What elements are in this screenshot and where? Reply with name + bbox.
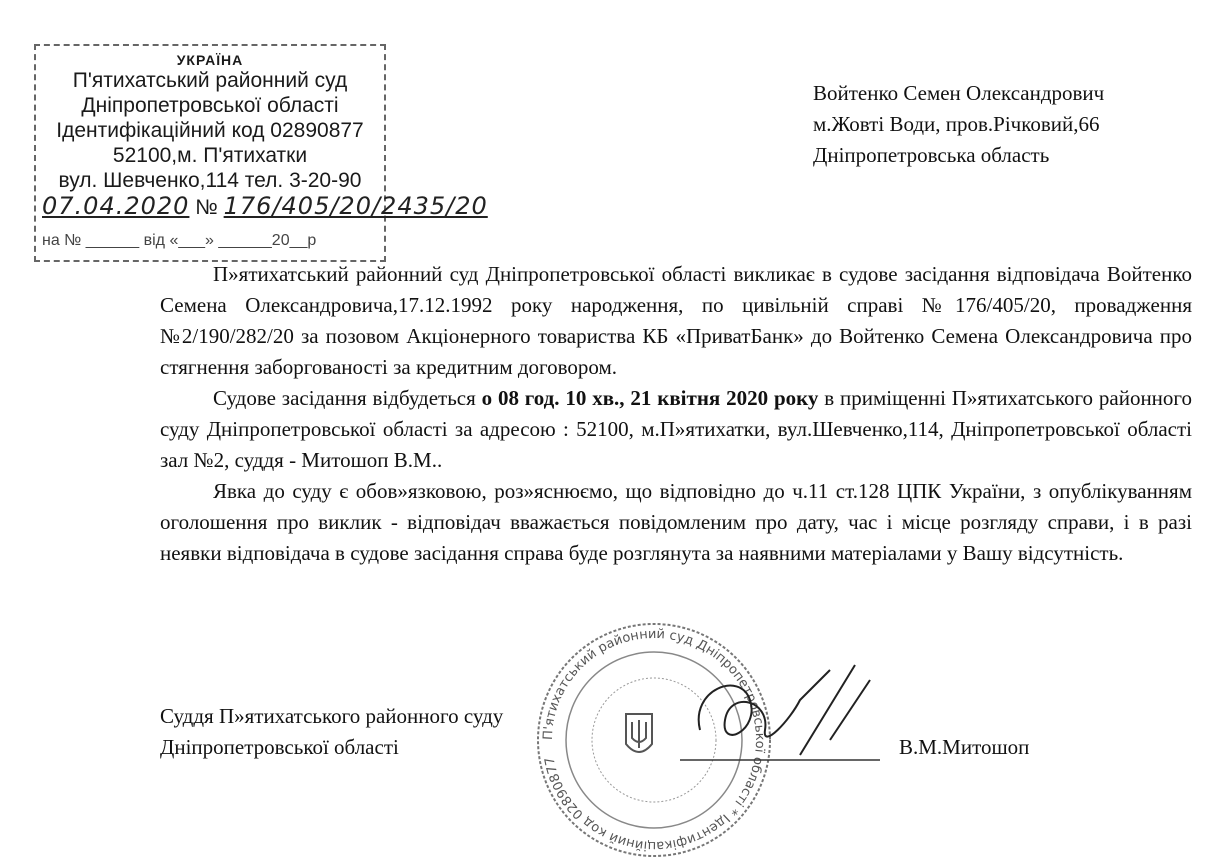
stamp-reg-number: 176/405/20/2435/20 xyxy=(223,192,488,220)
stamp-address: вул. Шевченко,114 тел. 3-20-90 xyxy=(58,169,362,192)
stamp-city: 52100,м. П'ятихатки xyxy=(112,144,308,167)
stamp-registration-line xyxy=(42,194,488,220)
notice-body xyxy=(160,259,1192,569)
seal-text: П'ятихатський районний суд Дніпропетровської області * Ідентифікаційний код 02890877 xyxy=(540,626,768,854)
trident-emblem-icon xyxy=(626,714,652,752)
judge-name: В.М.Митошоп xyxy=(899,735,1030,759)
handwritten-signature xyxy=(680,660,880,770)
judge-position-line2: Дніпропетровської області xyxy=(160,735,399,759)
stamp-court-line1: П'ятихатський районний суд xyxy=(72,69,348,92)
hearing-location: в приміщенні П»ятихатського районного суду Дніпропетровської області за адресою : 52100, м.П»ятихатки, вул.Шевченко,114, Дніпропетровської області зал №2, суддя - Митошоп В.М.. xyxy=(160,386,1193,472)
addressee-region: Дніпропетровська область xyxy=(813,143,1050,167)
paragraph-summons: П»ятихатський районний суд Дніпропетровської області викликає в судове засідання відповідача Войтенко Семена Олександровича,17.12.1992 року народження, по цивільній справі №176/405/20, провадження №2/190/282/20 за позовом Акціонерного товариства КБ «ПриватБанк» до Войтенко Семена Олександровича про стягнення заборгованості за кредитним договором. xyxy=(160,262,1192,379)
stamp-court-line2: Дніпропетровської області xyxy=(81,94,339,117)
stamp-reg-no-label: № xyxy=(195,196,218,219)
paragraph-attendance: Явка до суду є обов»язковою, роз»яснюємо, що відповідно до ч.11 ст.128 ЦПК України, з опублікуванням оголошення про виклик - відповідач вважається повідомленим про дату, час і місце розгляду справи, і в разі неявки відповідача в судове засідання справа буде розглянута за наявними матеріалами у Вашу відсутність. xyxy=(160,479,1192,565)
registration-stamp xyxy=(34,44,488,262)
addressee-block xyxy=(813,78,1104,171)
stamp-reply-line: на № ______ від «___» ______20__р xyxy=(42,232,317,249)
hearing-datetime: о 08 год. 10 хв., 21 квітня 2020 року xyxy=(481,386,819,410)
paragraph-hearing xyxy=(160,383,1192,476)
judge-position-line1: Суддя П»ятихатського районного суду xyxy=(160,704,504,728)
hearing-intro: Судове засідання відбудеться xyxy=(213,386,482,410)
stamp-reg-date: 07.04.2020 xyxy=(42,192,190,220)
addressee-address: м.Жовті Води, пров.Річковий,66 xyxy=(813,112,1100,136)
addressee-name: Войтенко Семен Олександрович xyxy=(813,81,1105,105)
judge-position xyxy=(160,701,503,763)
stamp-id-code: Ідентифікаційний код 02890877 xyxy=(56,119,364,142)
stamp-country: УКРАЇНА xyxy=(176,52,244,68)
